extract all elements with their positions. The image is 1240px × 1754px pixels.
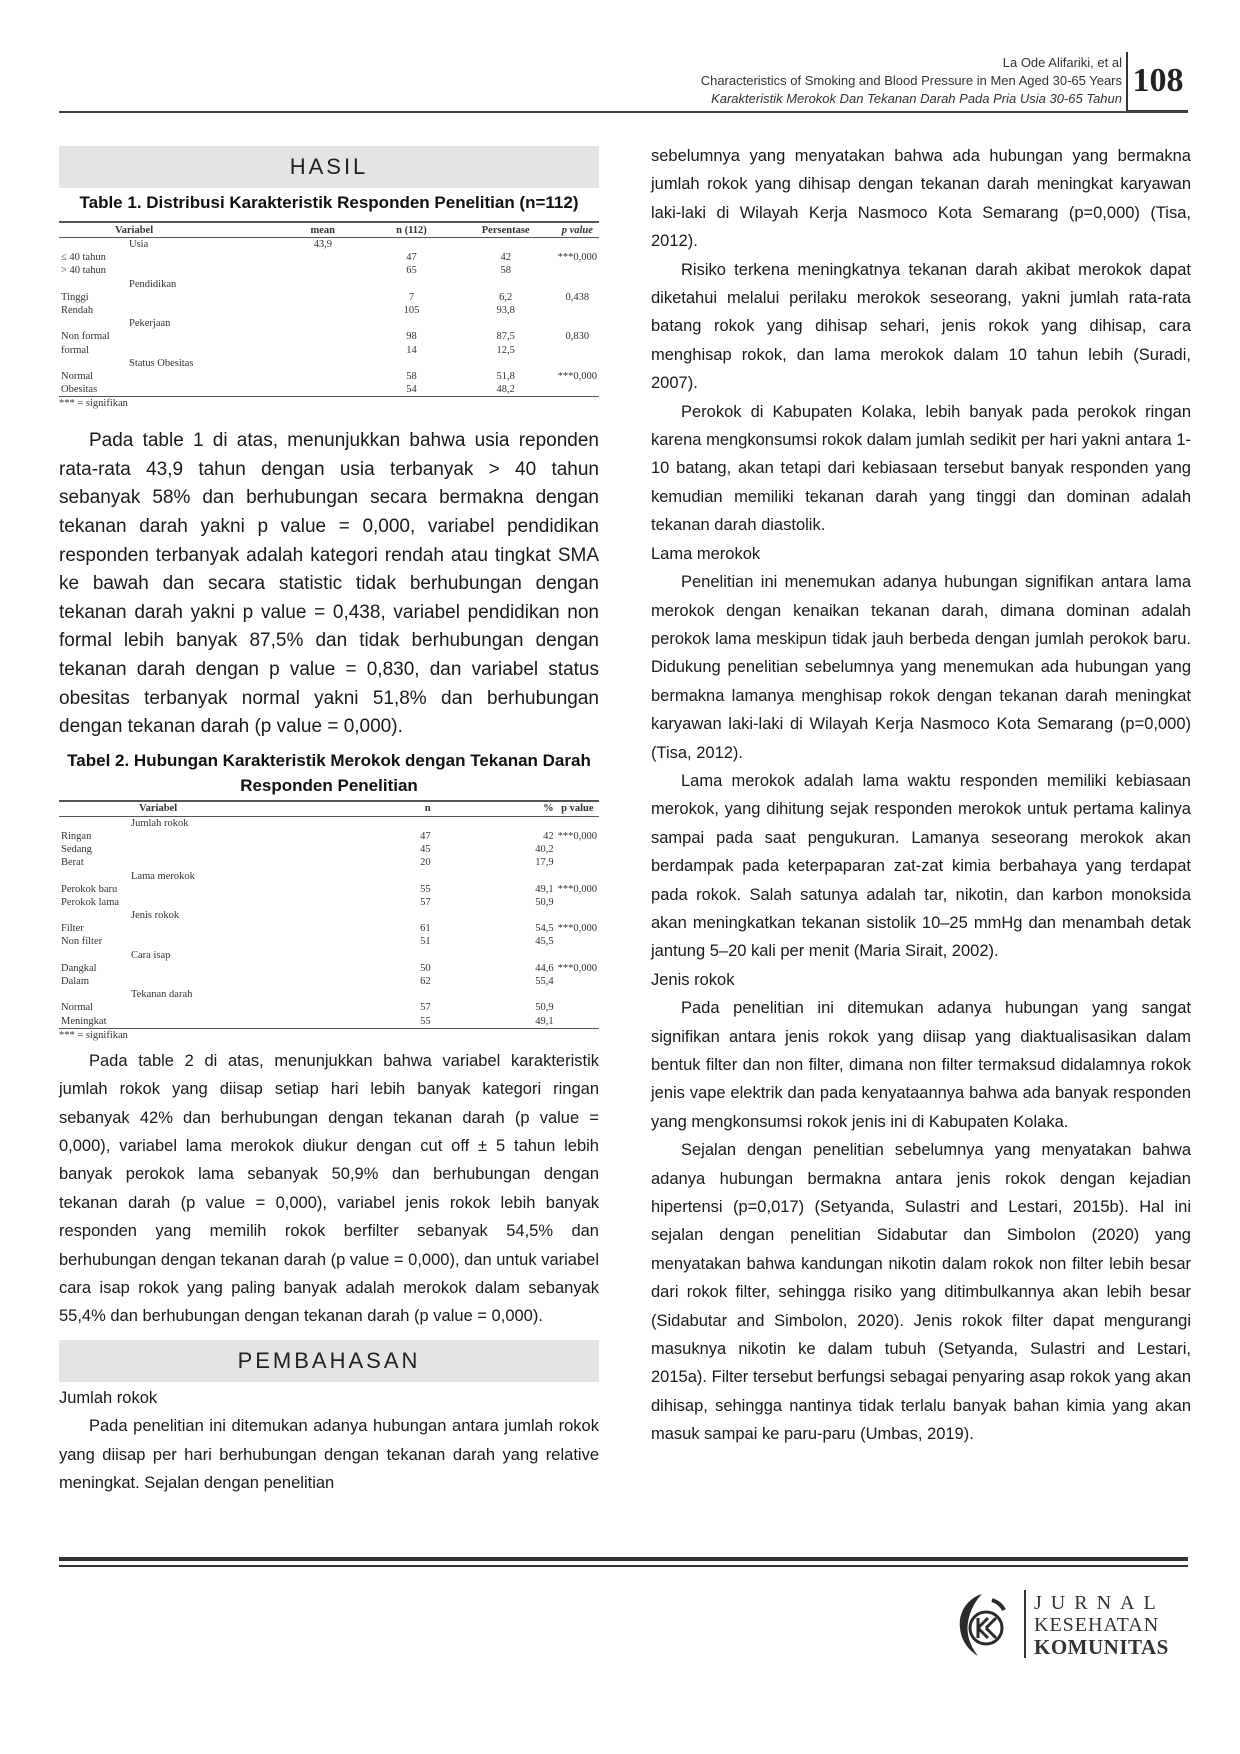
table-cell: ≤ 40 tahun [61,252,106,264]
table-cell: 6,2 [499,291,513,303]
footer-rule-thick [59,1557,1188,1561]
table-cell [278,264,367,277]
table-cell: 7 [408,291,415,303]
table-cell: 50,9 [535,896,554,908]
table-row [59,291,599,304]
table1 [59,221,599,397]
table-cell [310,988,433,1001]
table-cell: Dangkal [61,962,97,974]
table-cell: 42 [500,252,511,264]
table-cell [556,344,599,357]
table-cell [278,317,367,330]
table-cell [278,370,367,383]
table-cell [456,278,556,291]
table-row [59,830,599,843]
table-cell [433,988,556,1001]
table-cell [556,975,599,988]
table-row [59,251,599,264]
table-cell: 57 [420,1002,431,1014]
table-cell: 58 [500,265,511,277]
paragraph-right-2: Risiko terkena meningkatnya tekanan darah akibat merokok dapat diketahui melalui perilaku merokok seseorang, yakni jumlah rata-rata batang rokok yang dihisap sehari, jenis rokok yang dihisap, cara menghisap rokok, dan lama merokok dalam 10 tahun lebih (Suradi, 2007). [651,260,1191,393]
paragraph-table1-discussion: Pada table 1 di atas, menunjukkan bahwa usia reponden rata-rata 43,9 tahun dengan usia terbanyak > 40 tahun sebanyak 58% dan berhubungan secara bermakna dengan tekanan darah yakni p value = 0,000, variabel pendidikan responden terbanyak adalah kategori rendah atau tingkat SMA ke bawah dan secara statistic tidak berhubungan dengan tekanan darah yakni p value = 0,438, variabel pendidikan non formal lebih banyak 87,5% dan tidak berhubungan dengan tekanan darah dengan p value = 0,830, dan variabel status obesitas terbanyak normal yakni 51,8% dan berhubungan dengan tekanan darah (p value = 0,000). [59,430,599,738]
table1-header-cell: p value [556,222,599,238]
table-cell [456,317,556,330]
table-row [59,330,599,343]
table-cell: Tekanan darah [131,989,193,1001]
table-cell: Obesitas [59,383,278,397]
table2 [59,800,599,1029]
table-row [59,357,599,370]
header-title-id: Karakteristik Merokok Dan Tekanan Darah Pada Pria Usia 30-65 Tahun [711,91,1122,106]
table-cell: 45,5 [535,936,554,948]
table-cell: > 40 tahun [61,265,106,277]
table-cell: 40,2 [535,844,554,856]
paragraph-right-7: Sejalan dengan penelitian sebelumnya yang menyatakan bahwa adanya hubungan bermakna antara jenis rokok dengan kejadian hipertensi (p=0,017) (Setyanda, Sulastri and Lestari, 2015b). Hal ini sejalan dengan penelitian Sidabutar dan Simbolon (2020) yang menyatakan bahwa kandungan nikotin dalam rokok non filter lebih besar dari rokok filter, sehingga risiko yang ditimbulkannya akan lebih besar (Sidabutar and Simbolon, 2020). Jenis rokok filter dapat mengurangi masuknya nikotin ke dalam tubuh (Setyanda, Sulastri and Lestari, 2015a). Filter tersebut berfungsi sebagai penyaring asap rokok yang akan dihisap, sehingga nantinya tidak terlalu banyak bahan kimia yang akan masuk sampai ke paru-paru (Umbas, 2019). [651,1141,1191,1444]
table-cell: 47 [420,830,431,842]
table-cell [367,278,456,291]
table-cell: 51,8 [496,370,515,382]
table2-header-cell: n [310,801,433,817]
table-row [59,816,599,830]
table-cell: 50,9 [535,1002,554,1014]
table-cell [556,949,599,962]
table-cell [556,896,599,909]
paragraph-right-5: Lama merokok adalah lama waktu responden memiliki kebiasaan merokok, yang dihitung sejak responden merokok untuk pertama kalinya sampai pada saat pengukuran. Lamanya seseorang merokok akan berdampak pada keterpaparan zat-zat kimia berbahaya yang terdapat pada rokok. Salah satunya adalah tar, nikotin, dan karbon monoksida akan meningkatkan tekanan sistolik 10–25 mmHg dan menambah detak jantung 5–20 kali per menit (Maria Sirait, 2002). [651,771,1191,961]
table-cell: Status Obesitas [129,357,194,369]
table-cell [433,816,556,830]
table-row [59,962,599,975]
table-cell: ***0,000 [557,962,597,974]
journal-name-line3: KOMUNITAS [1034,1635,1169,1659]
table-row [59,883,599,896]
table-cell [367,357,456,370]
table-cell: 93,8 [496,304,515,316]
table-cell: ***0,000 [557,883,597,895]
table-cell: Normal [61,370,94,382]
table-cell [556,238,599,252]
table-cell [278,304,367,317]
table-row [59,1015,599,1029]
table-row [59,922,599,935]
table-cell: 65 [406,265,417,277]
logo-divider [1024,1590,1026,1658]
table-cell [278,383,367,397]
journal-name-line2: KESEHATAN [1034,1614,1160,1636]
table2-header-cell: % [433,801,556,817]
table-cell [556,935,599,948]
table-cell: Meningkat [59,1015,310,1029]
running-header [701,54,1122,108]
table-row [59,843,599,856]
table-cell [278,357,367,370]
table1-header-cell: n (112) [367,222,456,238]
table-row [59,278,599,291]
table-row [59,370,599,383]
table-cell [556,870,599,883]
table-cell: Lama merokok [131,870,195,882]
paragraph-right-6: Pada penelitian ini ditemukan adanya hubungan yang sangat signifikan antara jenis rokok yang diisap yang diaktualisasikan dalam bentuk filter dan non filter, dimana non filter termaksud didalamnya rokok jenis vape elektrik dan pada kenyataannya bahwa ada banyak responden yang mengkonsumsi rokok jenis ini di Kabupaten Kolaka. [651,999,1191,1131]
table-cell: Jumlah rokok [131,817,189,829]
table-cell [556,1001,599,1014]
table-cell [310,949,433,962]
table-cell: 50 [420,962,431,974]
journal-logo-icon [952,1590,1016,1660]
table-cell: 48,2 [456,383,556,397]
table-cell [433,870,556,883]
table-row [59,909,599,922]
table-cell [556,1015,599,1029]
table-cell [433,909,556,922]
table-cell: Cara isap [131,949,171,961]
table-cell: Perokok baru [61,883,118,895]
table-cell: 42 [543,830,554,842]
table-cell: Usia [129,239,149,250]
table-cell [310,909,433,922]
table-row [59,304,599,317]
table-cell [556,856,599,869]
left-column [59,146,599,1497]
table-row [59,988,599,1001]
table-cell [556,816,599,830]
table-row [59,1001,599,1014]
table-cell [456,238,556,252]
table-cell: ***0,000 [557,923,597,935]
table1-header-cell: Variabel [59,222,278,238]
table-cell [278,278,367,291]
table-cell [556,278,599,291]
table1-header-cell: mean [278,222,367,238]
table-cell: 49,1 [433,1015,556,1029]
table1-note: *** = signifikan [59,398,128,410]
table-cell: 54,5 [535,923,554,935]
table-row [59,238,599,252]
table-cell: 43,9 [313,239,332,250]
header-etal: et al [1097,55,1122,70]
table-row [59,344,599,357]
table-cell: 57 [420,896,431,908]
table-cell: Jenis rokok [131,910,180,922]
table2-header-cell: p value [556,801,599,817]
table-cell: ***0,000 [557,252,597,264]
table-cell: Perokok lama [61,896,120,908]
table-cell [310,870,433,883]
table-cell: Tinggi [61,291,89,303]
table2-header-cell: Variabel [59,801,310,817]
table-cell: 55,4 [535,976,554,988]
table-cell: 87,5 [496,331,515,343]
table-cell [433,949,556,962]
table-cell: Ringan [61,830,92,842]
table-row [59,870,599,883]
paragraph-right-1: sebelumnya yang menyatakan bahwa ada hubungan yang bermakna jumlah rokok yang dihisap dengan tekanan darah meningkat karyawan laki-laki di Wilayah Kerja Nasmoco Kota Semarang (p=0,000) (Tisa, 2012). [651,147,1191,251]
table-cell: 54 [367,383,456,397]
paragraph-table2-discussion: Pada table 2 di atas, menunjukkan bahwa variabel karakteristik jumlah rokok yang diisap setiap hari lebih banyak kategori ringan sebanyak 42% dan berhubungan dengan tekanan darah (p value = 0,000), variabel lama merokok diukur dengan cut off ± 5 tahun lebih banyak perokok lama sebanyak 50,9% dan berhubungan dengan tekanan darah (p value = 0,000), variabel jenis rokok lebih banyak responden yang memilih rokok berfilter sebanyak 54,5% dan berhubungan dengan tekanan darah (p value = 0,000), dan untuk variabel cara isap rokok yang paling banyak adalah merokok dalam sebanyak 55,4% dan berhubungan dengan tekanan darah (p value = 0,000). [59,1051,599,1326]
table-cell: 0,438 [565,291,590,303]
footer-rule-thin [59,1565,1188,1567]
subheading-lama-merokok: Lama merokok [651,544,761,563]
table-cell: 17,9 [535,857,554,869]
table-cell: Non filter [61,936,103,948]
table-cell: formal [61,344,89,356]
table-row [59,975,599,988]
table-cell [556,909,599,922]
table-cell: 51 [420,936,431,948]
page-number: 108 [1126,52,1188,112]
table-cell [556,988,599,1001]
table-cell [556,843,599,856]
header-authors: La Ode Alifariki, et al [1002,55,1122,70]
journal-logo-text [1034,1592,1169,1658]
right-column [651,142,1191,1449]
table-cell [556,304,599,317]
table-cell [367,317,456,330]
paragraph-jumlah-rokok: Pada penelitian ini ditemukan adanya hubungan antara jumlah rokok yang diisap per hari berhubungan dengan tekanan darah yang relative meningkat. Sejalan dengan penelitian [59,1417,599,1493]
table-row [59,896,599,909]
table1-caption: Table 1. Distribusi Karakteristik Responden Penelitian (n=112) [79,193,579,212]
table-cell: Pendidikan [129,278,177,290]
table-cell: 49,1 [535,883,554,895]
table-cell [456,357,556,370]
paragraph-right-4: Penelitian ini menemukan adanya hubungan signifikan antara lama merokok dengan kenaikan tekanan darah, dimana dominan adalah perokok lama meskipun tidak jauh berbeda dengan jumlah perokok baru. Didukung penelitian sebelumnya yang menemukan ada hubungan yang bermakna lamanya menghisap rokok dengan tekanan darah meningkat karyawan laki-laki di Wilayah Kerja Nasmoco Kota Semarang (p=0,000) (Tisa, 2012). [651,573,1191,762]
table-cell: Sedang [61,844,92,856]
table2-caption: Tabel 2. Hubungan Karakteristik Merokok dengan Tekanan Darah Responden Penelitian [67,750,591,795]
table-cell: 105 [403,304,420,316]
table-cell: 44,6 [535,962,554,974]
journal-name-line1: JURNAL [1034,1592,1165,1614]
table-cell: 14 [406,344,417,356]
table-cell: Dalam [61,976,89,988]
section-heading-hasil: HASIL [59,146,599,188]
table-cell: 47 [406,252,417,264]
header-title-en: Characteristics of Smoking and Blood Pressure in Men Aged 30-65 Years [700,73,1122,88]
table-row [59,383,599,397]
table-cell: ***0,000 [557,830,597,842]
table-row [59,317,599,330]
table-cell: Normal [61,1002,94,1014]
table-cell: 61 [420,923,431,935]
paragraph-right-3: Perokok di Kabupaten Kolaka, lebih banyak pada perokok ringan karena mengkonsumsi rokok dalam jumlah sedikit per hari yakni antara 1-10 batang, akan tetapi dari kebiasaan tersebut banyak responden yang kemudian memiliki tekanan darah yang tinggi dan dominan adalah tekanan darah diastolik. [651,402,1191,535]
table-cell: 58 [406,370,417,382]
table-cell [367,238,456,252]
table-cell: 0,830 [565,331,590,343]
table-cell: 98 [406,331,417,343]
table-cell: Filter [61,923,84,935]
table-cell: Berat [61,857,84,869]
table-row [59,264,599,277]
table-cell: 20 [420,857,431,869]
table2-note: *** = signifikan [59,1029,128,1041]
table-cell [310,816,433,830]
section-heading-pembahasan: PEMBAHASAN [59,1340,599,1382]
table-row [59,856,599,869]
header-rule [59,111,1188,113]
table-row [59,949,599,962]
table1-header-cell: Persentase [456,222,556,238]
table-cell: ***0,000 [557,370,597,382]
subheading-jumlah-rokok: Jumlah rokok [59,1388,158,1407]
table-cell [556,357,599,370]
table-cell [556,317,599,330]
table-cell [278,251,367,264]
table-cell [556,264,599,277]
table-cell: 55 [420,883,431,895]
table-cell: 55 [310,1015,433,1029]
table-cell: Pekerjaan [129,318,171,330]
table-cell: Non formal [61,331,110,343]
table-cell [278,344,367,357]
table-cell: Rendah [61,304,94,316]
table-cell: 12,5 [496,344,515,356]
table-row [59,935,599,948]
table-cell: 62 [420,976,431,988]
table-cell: 45 [420,844,431,856]
table-cell [556,383,599,397]
table-cell [278,330,367,343]
table-cell [278,291,367,304]
subheading-jenis-rokok: Jenis rokok [651,970,735,989]
